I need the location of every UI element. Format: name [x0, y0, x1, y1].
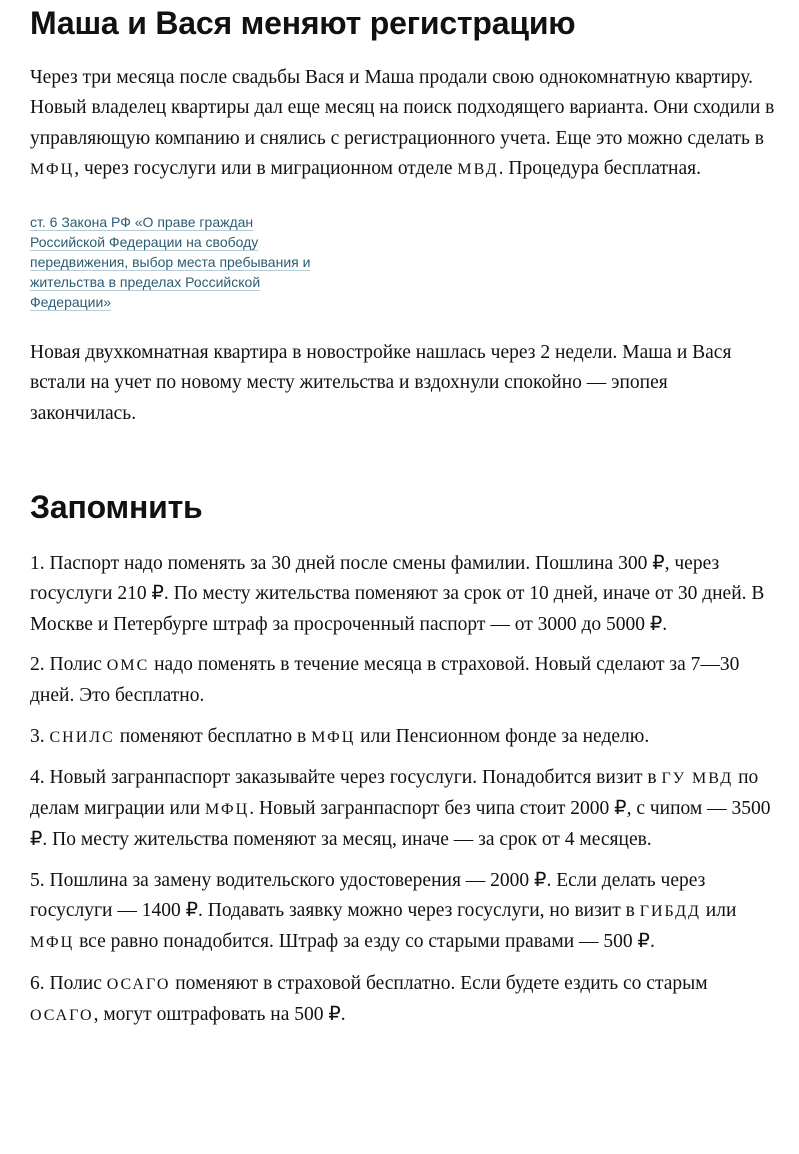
section-title-registration: Маша и Вася меняют регистрацию	[30, 5, 576, 41]
section-title-remember: Запомнить	[30, 489, 203, 526]
list-item-osago: 6. Полис ОСАГО поменяют в страховой бесплатно. Если будете ездить со старым ОСАГО, могут оштрафовать на 500 ₽.	[30, 972, 708, 1025]
abbr-osago: ОСАГО	[106, 975, 171, 993]
abbr-mfc: МФЦ	[30, 934, 75, 952]
abbr-mfc: МФЦ	[30, 160, 75, 178]
abbr-gibdd: ГИБДД	[639, 903, 701, 921]
abbr-osago: ОСАГО	[30, 1006, 94, 1024]
law-reference-link[interactable]: ст. 6 Закона РФ «О праве граждан Российской Федерации на свободу передвижения, выбор места пребывания и жительства в пределах Российской Федерации»	[30, 214, 311, 311]
list-item-passport: 1. Паспорт надо поменять за 30 дней после смены фамилии. Пошлина 300 ₽, через госуслуги 210 ₽. По месту жительства поменяют за срок от 10 дней, иначе от 30 дней. В Москве и Петербурге штраф за просроченный паспорт — от 3000 до 5000 ₽.	[30, 553, 765, 635]
paragraph-selling-apartment: Через три месяца после свадьбы Вася и Маша продали свою однокомнатную квартиру. Новый владелец квартиры дал еще месяц на поиск подходящего варианта. Они сходили в управляющую компанию и снялись с регистрационного учета. Еще это можно сделать в МФЦ, через госуслуги или в миграционном отделе МВД. Процедура бесплатная.	[30, 67, 775, 179]
list-item-foreign-passport: 4. Новый загранпаспорт заказывайте через госуслуги. Понадобится визит в ГУ МВД по делам миграции или МФЦ. Новый загранпаспорт без чипа стоит 2000 ₽, с чипом — 3500 ₽. По месту жительства поменяют за месяц, иначе — за срок от 4 месяцев.	[30, 766, 771, 851]
abbr-mvd: МВД	[457, 160, 499, 178]
paragraph-new-apartment: Новая двухкомнатная квартира в новостройке нашлась через 2 недели. Маша и Вася встали на учет по новому месту жительства и вздохнули спокойно — эпопея закончилась.	[30, 342, 732, 424]
abbr-oms: ОМС	[106, 656, 150, 674]
abbr-mfc: МФЦ	[205, 801, 250, 819]
list-item-oms: 2. Полис ОМС надо поменять в течение месяца в страховой. Новый сделают за 7—30 дней. Это бесплатно.	[30, 653, 740, 707]
abbr-mfc: МФЦ	[311, 728, 356, 746]
list-item-drivers-license: 5. Пошлина за замену водительского удостоверения — 2000 ₽. Если делать через госуслуги — 1400 ₽. Подавать заявку можно через госуслуги, но визит в ГИБДД или МФЦ все равно понадобится. Штраф за езду со старыми правами — 500 ₽.	[30, 869, 737, 953]
abbr-gu-mvd: ГУ МВД	[661, 769, 734, 787]
list-item-snils: 3. СНИЛС поменяют бесплатно в МФЦ или Пенсионном фонде за неделю.	[30, 725, 650, 747]
law-reference	[30, 212, 315, 312]
abbr-snils: СНИЛС	[49, 728, 115, 746]
article	[30, 0, 775, 1031]
